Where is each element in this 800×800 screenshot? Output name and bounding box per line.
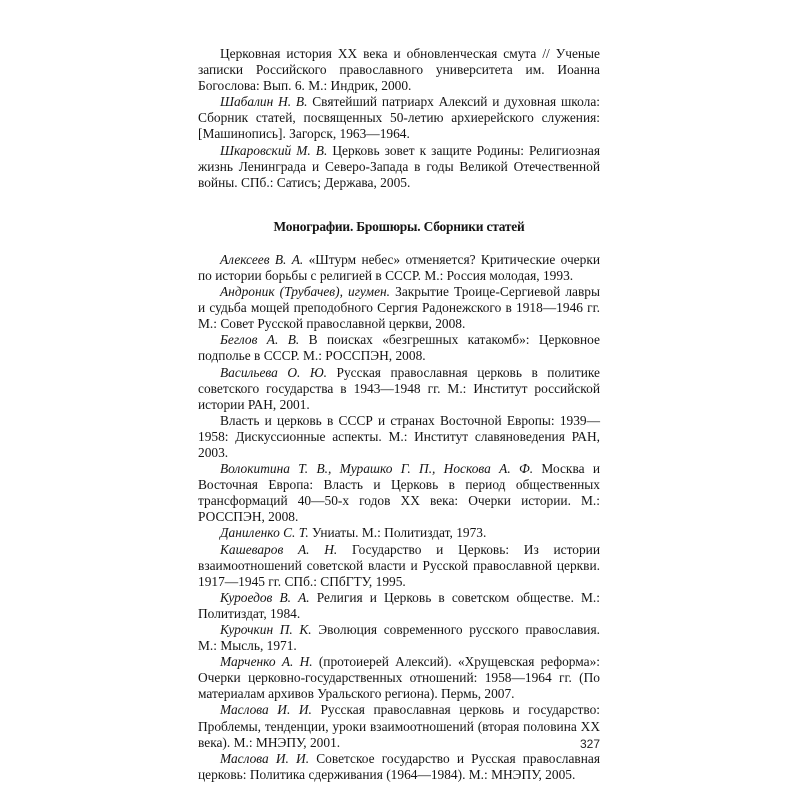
bibliography-entry [198,542,600,590]
bibliography-entry [198,525,600,541]
entry-text: Русская православная церковь и государство: Проблемы, тенденции, уроки взаимоотношений (вторая половина XX века). М.: МНЭПУ, 2001. [198,702,601,750]
bibliography-entry [198,702,600,750]
entry-author: Шкаровский М. В. [220,142,328,158]
entry-text: Эволюция современного русского православия. М.: Мысль, 1971. [198,622,600,654]
entry-author: Алексеев В. А. [220,251,304,267]
entry-author: Куроедов В. А. [220,589,310,605]
entry-text: Религия и Церковь в советском обществе. М.: Политиздат, 1984. [198,589,601,621]
entry-author: Маслова И. И. [220,750,310,766]
entry-author: Кашеваров А. Н. [220,541,338,557]
entry-text: Церковь зовет к защите Родины: Религиозная жизнь Ленинграда и Северо-Запада в годы Великой Отечественной войны. СПб.: Сатисъ; Держава, 2005. [198,142,600,190]
bibliography-entry [198,143,600,191]
entry-text: Закрытие Троице-Сергиевой лавры и судьба мощей преподобного Сергия Радонежского в 1918—1946 гг. М.: Совет Русской православной церкви, 2008. [198,284,600,332]
entry-author: Курочкин П. К. [220,622,312,637]
bibliography-entry [198,94,600,142]
bibliography-entry [198,252,600,284]
entry-author: Беглов А. В. [220,332,300,348]
bibliography-entry [198,461,600,525]
bibliography-entry [198,284,600,332]
page-number: 327 [579,737,600,751]
entry-text: «Штурм небес» отменяется? Критические очерки по истории борьбы с религией в СССР. М.: Россия молодая, 1993. [198,251,600,283]
entry-text: Советское государство и Русская православная церковь: Политика сдерживания (1964—1984). М.: МНЭПУ, 2005. [198,750,600,782]
bibliography-entry [198,622,600,654]
bibliography-entry [198,654,600,702]
section-heading: Монографии. Брошюры. Сборники статей [273,218,525,234]
entry-text: Униаты. М.: Политиздат, 1973. [312,525,487,541]
entry-author: Шабалин Н. В. [220,94,308,110]
entry-text: (протоиерей Алексий). «Хрущевская реформа»: Очерки церковно-государственных отношений: 1958—1964 гг. (По материалам архивов Уральского региона). Пермь, 2007. [198,654,600,702]
entry-author: Андроник (Трубачев), игумен. [220,284,391,300]
entry-author: Даниленко С. Т. [220,525,309,541]
entry-author: Волокитина Т. В., Мурашко Г. П., Носкова А. Ф. [220,461,534,477]
top-bibliography-list [198,46,600,191]
text-column [198,46,600,783]
entry-text: Москва и Восточная Европа: Власть и Церковь в период общественных трансформаций 40—50-х годов XX века: Очерки истории. М.: РОССПЭН, 2008. [198,461,600,525]
entry-text: Церковная история XX века и обновленческая смута // Ученые записки Российского православного университета им. Иоанна Богослова: Вып. 6. М.: Индрик, 2000. [198,46,600,94]
bibliography-entry [198,365,600,413]
entry-author: Маслова И. И. [220,702,312,718]
entry-text: Русская православная церковь в политике советского государства в 1943—1948 гг. М.: Институт российской истории РАН, 2001. [198,364,600,412]
bibliography-entry [198,413,600,461]
entry-text: Власть и церковь в СССР и странах Восточной Европы: 1939—1958: Дискуссионные аспекты. М.: Институт славяноведения РАН, 2003. [198,412,600,460]
entry-text: Государство и Церковь: Из истории взаимоотношений советской власти и Русской православной церкви. 1917—1945 гг. СПб.: СПбГТУ, 1995. [198,541,601,589]
bibliography-entry [198,751,600,783]
bibliography-entry [198,590,600,622]
monographs-bibliography-list [198,252,600,783]
bibliography-entry [198,332,600,364]
entry-text: Святейший патриарх Алексий и духовная школа: Сборник статей, посвященных 50-летию архиерейского служения: [Машинопись]. Загорск, 1963—1964. [198,94,600,142]
entry-text: В поисках «безгрешных катакомб»: Церковное подполье в СССР. М.: РОССПЭН, 2008. [198,332,600,364]
bibliography-entry [198,46,600,94]
entry-author: Васильева О. Ю. [220,364,328,380]
entry-author: Марченко А. Н. [220,654,313,670]
